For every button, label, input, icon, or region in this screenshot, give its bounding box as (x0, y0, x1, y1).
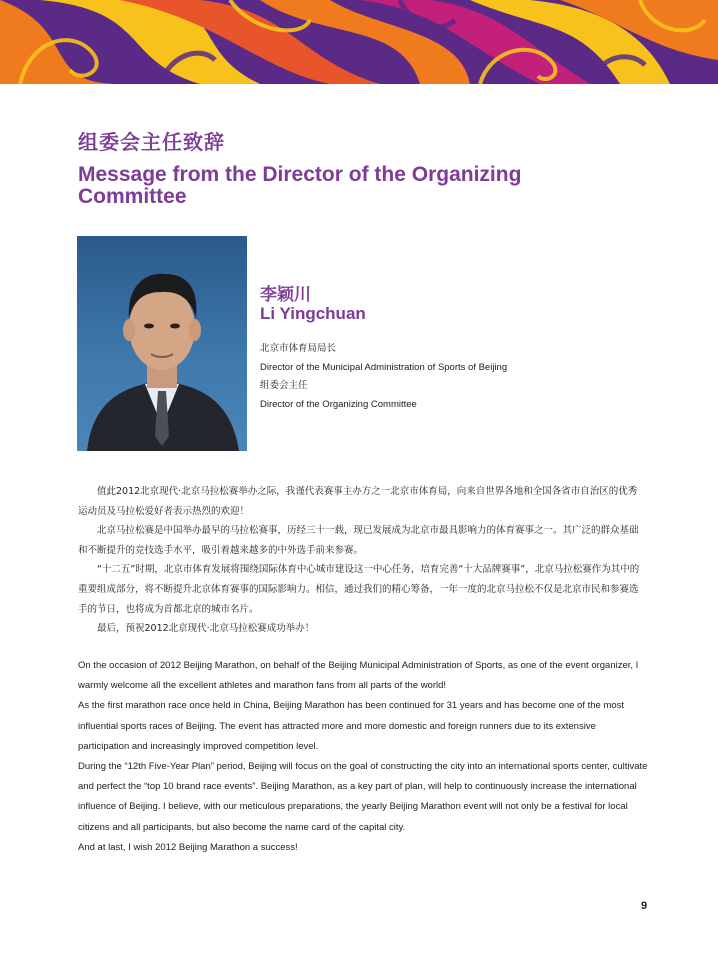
page-title-english: Message from the Director of the Organizing Committee (78, 163, 522, 208)
person-title-line: 组委会主任 (260, 380, 308, 391)
message-paragraph: “十二五”时期，北京市体育发展将围绕国际体育中心城市建设这一中心任务，培育完善“十大品牌赛事”，北京马拉松赛作为其中的重要组成部分，将不断提升北京体育赛事的国际影响力。相信，通过我们的精心筹备，一年一度的北京马拉松不仅是北京市民和参赛选手的节日，也将成为首都北京的城市名片。 (78, 564, 640, 615)
message-paragraph: 最后，预祝2012北京现代·北京马拉松赛成功举办！ (97, 623, 315, 635)
person-titles (260, 340, 507, 414)
message-paragraph: On the occasion of 2012 Beijing Marathon, on behalf of the Beijing Municipal Administration of Sports, as one of the event organizer, I warmly welcome all the excellent athletes and marathon fans from all parts of the world! (78, 660, 639, 692)
message-english (78, 656, 648, 858)
message-paragraph: As the first marathon race once held in China, Beijing Marathon has been continued for 31 years and has become one of the most influential sports races of Beijing. The event has attracted more and more domestic and foreign runners due to its extensive participation and increasingly improved competition level. (78, 700, 625, 752)
page-number: 9 (641, 900, 648, 912)
message-paragraph: 值此2012北京现代·北京马拉松赛举办之际，我谨代表赛事主办方之一北京市体育局，向来自世界各地和全国各省市自治区的优秀运动员及马拉松爱好者表示热烈的欢迎！ (78, 486, 638, 517)
page-title-chinese: 组委会主任致辞 (78, 130, 225, 154)
portrait-photo (77, 236, 247, 451)
person-title-line: 北京市体育局局长 (260, 343, 337, 354)
person-title-line: Director of the Municipal Administration of Sports of Beijing (260, 361, 508, 373)
message-paragraph: 北京马拉松赛是中国举办最早的马拉松赛事，历经三十一载，现已发展成为北京市最具影响力的体育赛事之一。其广泛的群众基础和不断提升的竞技选手水平，吸引着越来越多的中外选手前来参赛。 (78, 525, 639, 556)
decorative-banner (0, 0, 718, 84)
swirl-pattern-icon (0, 0, 718, 84)
person-portrait-icon (77, 236, 247, 451)
message-paragraph: And at last, I wish 2012 Beijing Marathon a success! (78, 841, 298, 853)
person-name-english: Li Yingchuan (260, 304, 366, 323)
person-name-chinese: 李颖川 (260, 285, 311, 305)
message-paragraph: During the “12th Five-Year Plan” period, Beijing will focus on the goal of constructing the city into an international sports center, cultivate and perfect the “top 10 brand race events”. Beijing Marathon, as a key part of plan, will help to continuously increase the international influence of Beijing. I believe, with our meticulous preparations, the yearly Beijing Marathon event will not only be a festival for local citizens and all participants, but also become the name card of the capital city. (78, 761, 648, 833)
message-chinese (78, 482, 640, 639)
person-title-line: Director of the Organizing Committee (260, 398, 417, 410)
